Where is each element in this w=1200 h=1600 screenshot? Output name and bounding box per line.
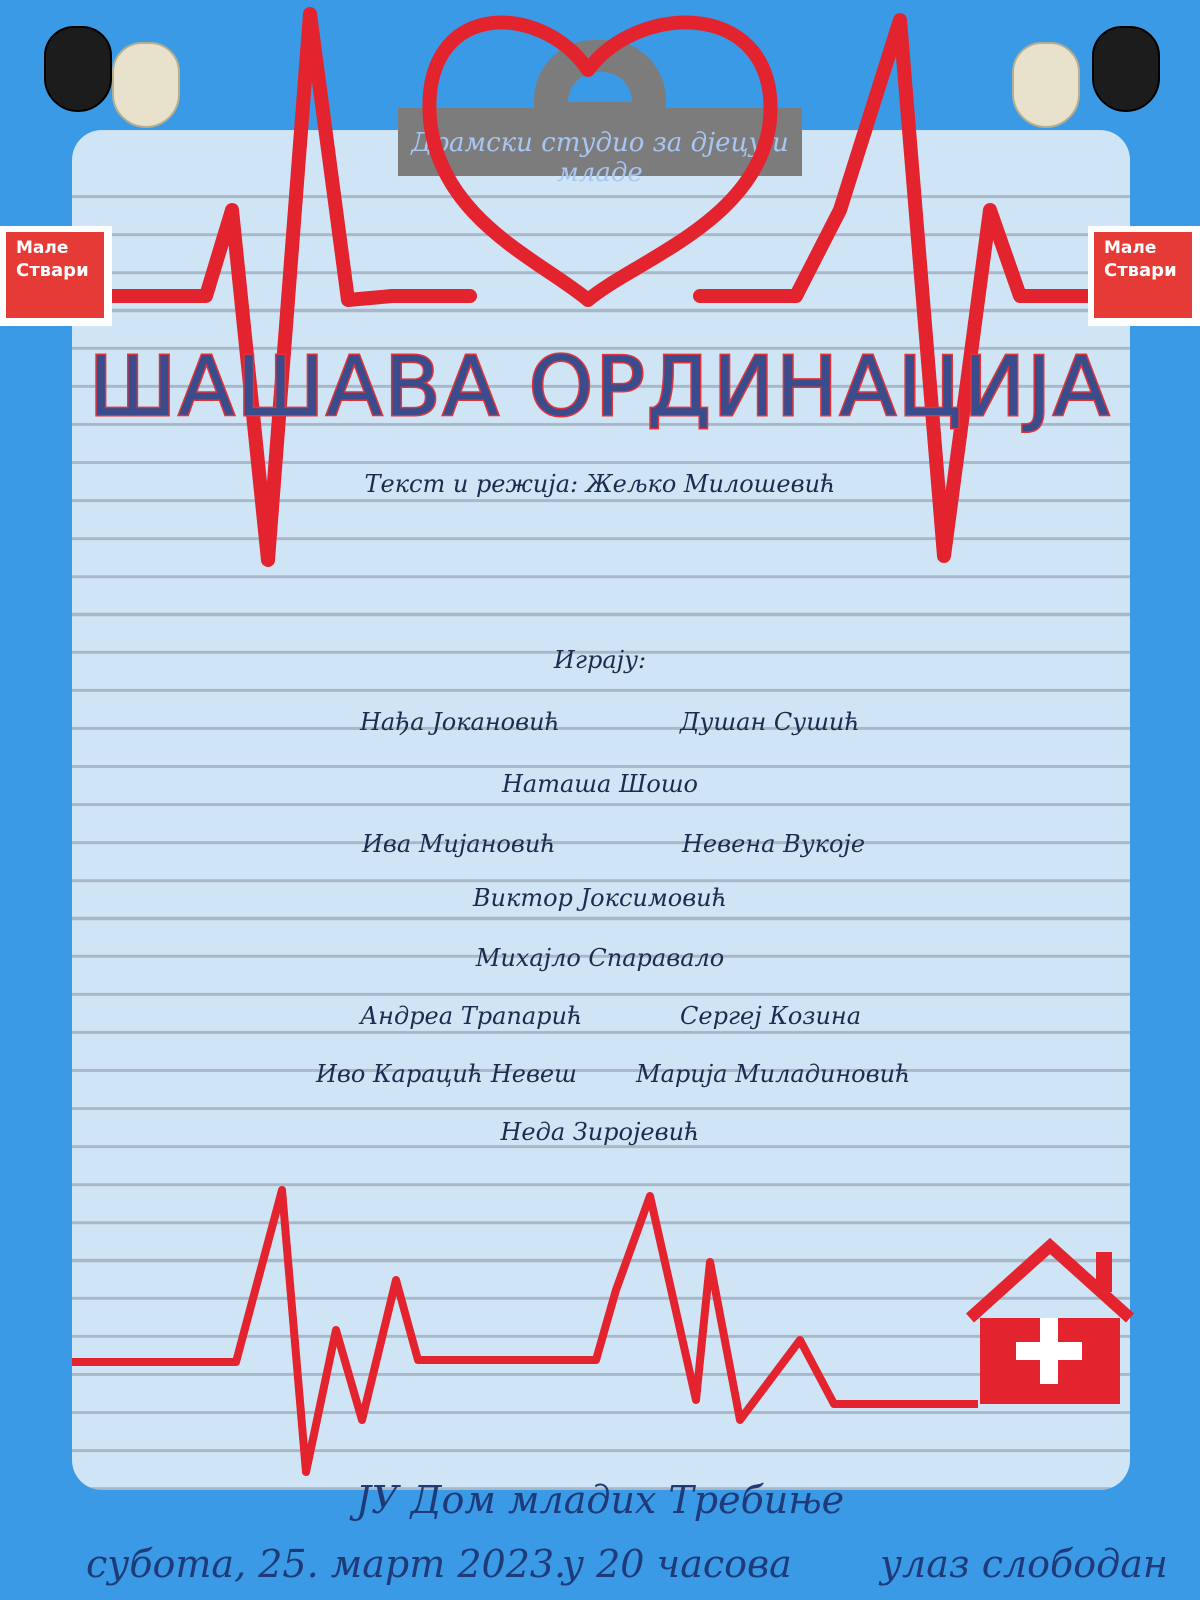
cast-member: Наташа Шошо	[502, 770, 698, 798]
cast-member: Неда Зиројевић	[500, 1118, 700, 1146]
theatre-mask-sad-icon-right	[1092, 26, 1160, 112]
ecg-bottom-line	[72, 1190, 978, 1472]
venue: ЈУ Дом младих Требиње	[355, 1478, 845, 1522]
heart-outline	[429, 23, 770, 300]
hospital-icon	[970, 1246, 1130, 1404]
theatre-mask-happy-icon	[112, 42, 180, 128]
play-title: ШАШАВА ОРДИНАЦИЈА	[88, 340, 1112, 435]
cast-member: Душан Сушић	[680, 708, 860, 736]
cast-member: Невена Вукоје	[682, 830, 866, 858]
cast-member: Андреа Трапарић	[360, 1002, 583, 1030]
cast-member: Сергеј Козина	[680, 1002, 862, 1030]
studio-banner: Драмски студио за дјецу и младе	[411, 128, 789, 188]
event-time: у 20 часова	[562, 1542, 792, 1586]
cast-member: Ива Мијановић	[362, 830, 556, 858]
event-date: субота, 25. март 2023.	[86, 1542, 567, 1586]
entry-info: улаз слободан	[880, 1542, 1168, 1586]
cast-member: Нађа Јокановић	[360, 708, 560, 736]
logo-right: Мале Ствари	[1088, 226, 1200, 326]
cast-member: Виктор Јоксимовић	[472, 884, 728, 912]
cast-heading: Играју:	[553, 646, 647, 674]
logo-left: Мале Ствари	[0, 226, 112, 326]
cast-member: Марија Миладиновић	[636, 1060, 911, 1088]
credits: Текст и режија: Жељко Милошевић	[364, 470, 836, 498]
cast-member: Иво Карацић Невеш	[316, 1060, 577, 1088]
cast-member: Михајло Спаравало	[475, 944, 725, 972]
theatre-mask-sad-icon	[44, 26, 112, 112]
theatre-mask-happy-icon-right	[1012, 42, 1080, 128]
